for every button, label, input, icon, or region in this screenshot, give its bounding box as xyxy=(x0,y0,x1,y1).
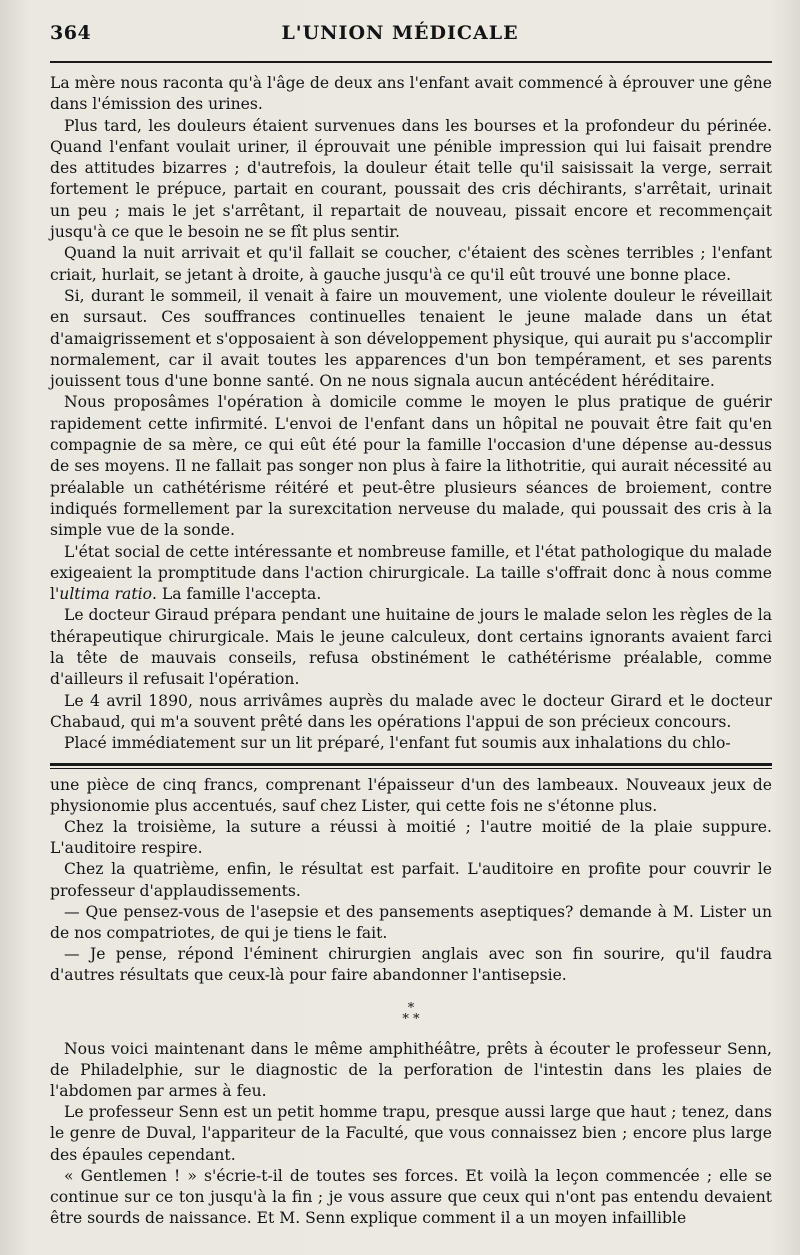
paragraph-text: L'état social de cette intéressante et nombreuse famille, et l'état pathologique du malade exigeaient la promptitude dans l'action chirurgicale. La taille s'offrait donc à nous comme l' xyxy=(50,542,772,604)
paragraph: Placé immédiatement sur un lit préparé, l'enfant fut soumis aux inhalations du chlo- xyxy=(64,734,731,753)
asterism-top: * xyxy=(407,1000,415,1016)
paragraph: Le 4 avril 1890, nous arrivâmes auprès du malade avec le docteur Girard et le docteur Chabaud, qui m'a souvent prêté dans les opérations l'appui de son précieux concours. xyxy=(50,691,772,731)
paragraph: Quand la nuit arrivait et qu'il fallait se coucher, c'étaient des scènes terribles ; l'enfant criait, hurlait, se jetant à droite, à gauche jusqu'à ce qu'il eût trouvé une bonne place. xyxy=(50,244,772,284)
paragraph: « Gentlemen ! » s'écrie-t-il de toutes ses forces. Et voilà la leçon commencée ; elle se continue sur ce ton jusqu'à la fin ; je vous assure que ceux qui n'ont pas entendu devaient être sourds de naissance. Et M. Senn explique comment il a un moyen infaillible xyxy=(50,1166,772,1228)
paragraph: Le professeur Senn est un petit homme trapu, presque aussi large que haut ; tenez, dans le genre de Duval, l'appariteur de la Faculté, que vous connaissez bien ; encore plus large des épaules cependant. xyxy=(50,1103,772,1164)
paragraph-tail: . La famille l'accepta. xyxy=(152,585,322,604)
paragraph: Chez la troisième, la suture a réussi à moitié ; l'autre moitié de la plaie suppure. L'auditoire respire. xyxy=(50,817,772,858)
section-divider xyxy=(50,763,772,769)
paragraph: une pièce de cinq francs, comprenant l'épaisseur d'un des lambeaux. Nouveaux jeux de physionomie plus accentués, sauf chez Lister, qui cette fois ne s'étonne plus. xyxy=(50,775,772,815)
paragraph: Nous proposâmes l'opération à domicile comme le moyen le plus pratique de guérir rapidement cette infirmité. L'envoi de l'enfant dans un hôpital ne pouvait être fait qu'en compagnie de sa mère, ce qui eût été pour la famille l'occasion d'une dépense au-dessus de ses moyens. Il ne fallait pas songer non plus à faire la lithotritie, qui aurait nécessité au préalable un cathétérisme réitéré et peut-être plusieurs séances de broiement, contre indiqués formellement par la surexcitation nerveuse du malade, qui poussait des cris à la simple vue de la sonde. xyxy=(50,393,772,540)
paragraph: Chez la quatrième, enfin, le résultat est parfait. L'auditoire en profite pour couvrir le professeur d'applaudissements. xyxy=(50,860,772,900)
header-rule xyxy=(50,61,772,63)
latin-phrase: ultima ratio xyxy=(59,585,152,604)
paragraph: Plus tard, les douleurs étaient survenues dans les bourses et la profondeur du périnée. Quand l'enfant voulait uriner, il éprouvait une pénible impression qui lui faisait prendre des attitudes bizarres ; d'autrefois, la douleur était telle qu'il saisissait la verge, serrait fortement le prépuce, partait en courant, poussait des cris déchirants, s'arrêtait, urinait un peu ; mais le jet s'arrêtant, il repartait de nouveau, pissait encore et recommençait jusqu'à ce que le besoin ne se fît plus sentir. xyxy=(50,116,772,242)
running-title: L'UNION MÉDICALE xyxy=(281,22,519,44)
paragraph: Si, durant le sommeil, il venait à faire un mouvement, une violente douleur le réveillait en sursaut. Ces souffrances continuelles tenaient le jeune malade dans un état d'amaigrissement et s'opposaient à son développement physique, qui aurait pu s'accomplir normalement, car il avait toutes les apparences d'un bon tempérament, et ses parents jouissent tous d'une bonne santé. On ne nous signala aucun antécédent héréditaire. xyxy=(50,286,772,391)
paragraph: — Que pensez-vous de l'asepsie et des pansements aseptiques? demande à M. Lister un de nos compatriotes, de qui je tiens le fait. xyxy=(50,902,772,942)
upper-article xyxy=(50,73,772,755)
paragraph: La mère nous raconta qu'à l'âge de deux ans l'enfant avait commencé à éprouver une gêne dans l'émission des urines. xyxy=(50,74,772,114)
paragraph xyxy=(50,542,772,606)
asterism xyxy=(50,1000,772,1027)
paragraph: Le docteur Giraud prépara pendant une huitaine de jours le malade selon les règles de la thérapeutique chirurgicale. Mais le jeune calculeux, dont certains ignorants avaient farci la tête de mauvais conseils, refusa obstinément le cathétérisme préalable, comme d'ailleurs il refusait l'opération. xyxy=(50,606,772,689)
paragraph: — Je pense, répond l'éminent chirurgien anglais avec son fin sourire, qu'il faudra d'autres résultats que ceux-là pour faire abandonner l'antisepsie. xyxy=(50,945,772,985)
paragraph: Nous voici maintenant dans le même amphithéâtre, prêts à écouter le professeur Senn, de Philadelphie, sur le diagnostic de la perforation de l'intestin dans les plaies de l'abdomen par armes à feu. xyxy=(50,1039,772,1100)
asterism-bottom: * * xyxy=(402,1011,420,1027)
page-number: 364 xyxy=(50,22,92,44)
feuilleton-article xyxy=(50,775,772,1230)
